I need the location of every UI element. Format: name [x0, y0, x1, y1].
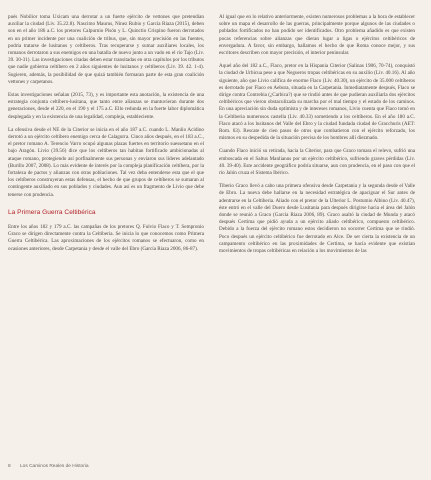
right-paragraph-1: Al igual que en lo relativo anteriormente, existen numerosos problemas a la hora de establecer sobre un mapa el desarrollo de las guerras, principalmente porque algunos de las ciudades o poblados fortificados no han podido ser identificados. Otro problema añadido es que existen pocas referencias sobre alianzas que dieran lugar a ligas o ejércitos celtibéricos de envergadura. A favor, sin embargo, hallamos el hecho de que Roma conoce mejor, y sus escritores describen con mayor precisión, el interior peninsular.	[219, 14, 415, 57]
right-column	[219, 14, 415, 261]
publication-title: Los Caminos Reales de Historia	[20, 464, 89, 469]
left-column	[8, 14, 204, 259]
left-paragraph-3: La ofensiva desde el NE de la Citerior se inicia en el año 187 a.C. cuando L. Manlio Acidino derrotó a un ejército celtíbero enemigo cerca de Calagurra. Cinco años después, en el 183 a.C., el pretor romano A. Terencio Varro ocupó algunas plazas fuertes en territorio suessetano en el bajo Aragón. Livio (39.56) dice que los celtíberos tan habitan fortificado ambicionadas al ataque romano, protegiendo así porfinalmente sus personas y enviaron sus líderes adelantado (Burillo 2007, 2008). Lo más evidente de interés por la compleja planificación celtíbera, por la fortaleza de pactos y alianzas con otras poblaciones. Tal vez deba entenderse esta que el que los celtíberos construyeran estas defensas, el hecho de que grupos de celtíberos se sumaran al contingente auxiliado en sus poblados y ciudades. Aun así es un fragmento de Livio que debe tenerse con prudencia.	[8, 126, 204, 198]
left-paragraph-1: pués Nobilior toma Uxicam una derrotar a un fuerte ejército de vettones que pretendían auxiliar la ciudad (Liv. 35.22.8). Nascimo Maurus, Nínez Rubio y García Riaza (2015), deben son en el año 186 a.C. los pretores Calpurnio Pisón y L. Quinctio Crispino fueron derrotados en un primer incidente por una coalición de tribus, que, sin mayor precisión en las fuentes, podría tratarse de lusitanos y celtíberos. Tras recuperarse y sumar auxiliares locales, los romanos derrotaron a sus enemigos en una batalla de nuevo junto a un vado en el río Tajo (Liv. 39. 30-31). Las investigaciones citadas deben estar transitadas en otra capítulos por los tributos que nadie gobierna celtíbero en 2 años siguientes de lusitanos y celtíberos (Liv. 39. 42. 1-4). Sugieren, además, la posibilidad de que quizá también formaran parte de esta gran coalición vettones y carpetanos.	[8, 14, 204, 85]
right-paragraph-3: Cuando Flaco inició su retirada, hacia la Citerior, para que Graco tomara el relevo, sufrió una emboscada en el Saltus Manlianus por un ejército celtibérico, sufriendo graves pérdidas (Liv. 40. 39-40). Este accidente geográfico podría situarse, aun con prudencia, en el paso con que el río Jalón cruza el Sistema Ibérico.	[219, 148, 415, 177]
section-heading: La Primera Guerra Celtibérica	[8, 208, 96, 216]
right-paragraph-2: Aquel año del 182 a.C., Flaco, pretor en la Hispania Citerior (Salinas 1986, 70-74), conquistó la ciudad de Urbicua pese a que Negueros tropas celtibéricas en su auxilio (Liv. 40.16). Al año siguiente, año que Livio califica de enorme Flaco (Liv. 40.30), un ejército de 35.000 celtíberos es derrotado por Flaco en Aebura, situada en la Carpetania. Inmediatamente después, Flaco se dirige contra Contrebia (¿Carbica?) que se rindió antes de que pudieran auxiliarla dos ejércitos celtibéricos que vieron obstaculizada su marcha por el mal tiempo y el estado de los caminos. En una apreciación sin duda optimista y de intereses romanos, Livio cuenta que Flaco tomó en la Celtiberia numerosos castella (Liv. 40.33) sometiendo a los celtíberos. En el año 180 a.C. Flaco atacó a los lusitanos del Valle del Ebro y la ciudad fundada ciudad de Gracchuris (AET: Rom. 63). Rescate de cien pasos de otros que combatieron con el ejército reforzado, los mismos en su despedida de la situación precisa de los hombres allí diezmado.	[219, 63, 415, 142]
page-number: 8	[8, 464, 11, 469]
section-paragraph: Entre los años 182 y 179 a.C. las campañas de los pretores Q. Fulvio Flaco y T. Sempronio Graco se dirigen directamente contra la Celtiberia. Se inicia lo que conocemos como Primera Guerra Celtibérica. Las aproximaciones de los ejércitos romanos se efectuaron, como en ocasiones anteriores, desde Carpetania y desde el valle del Ebro (García Riaza 2006, 86-87).	[8, 224, 204, 252]
right-paragraph-4: Tiberio Graco llevó a cabo una primera ofensiva desde Carpetania y la segunda desde el Valle de Ebro. La nueva debe hallarse en la necesidad estratégica de apaciguar el Sur antes de adentrarse en la Celtiberia. Aliado con el pretor de la Ulterior L. Postumio Albino (Liv. 40.47), éste entró en el valle del Duero desde Lusitania para después dirigirse hacia el área del Jalón donde se reunió a Graco (García Riaza 2006, 89). Graco asaltó la ciudad de Munda y atacó después Certima que pidió ayuda a un ejército aliado celtibérico, compuesto celtibérico. Debido a la fuerza del ejército romano estos decidieron no socorrer Certima que se rindió. Poco después un ejército celtibérico fue derrotado en Alce. De ser cierta la existencia de un campamento celtibérico en las proximidades de Certima, se hacía evidente que existían movimientos de tropas celtibéricas en relación a los movimientos de las	[219, 183, 415, 255]
left-paragraph-2: Estas investigaciones señalan (2015, 73), y es importante esta anotación, la existencia de una estrategia conjunta celtíbero-lusitana, que tanto entre alianzas se mantuvieran durante dos generaciones, desde el 220, en el 190 y el 175 a.C. Ello redunda en la fuerte labor diplomática desplegada y en la existencia de una legalidad, compleja, estableciente.	[8, 92, 204, 120]
page-footer	[8, 464, 89, 469]
